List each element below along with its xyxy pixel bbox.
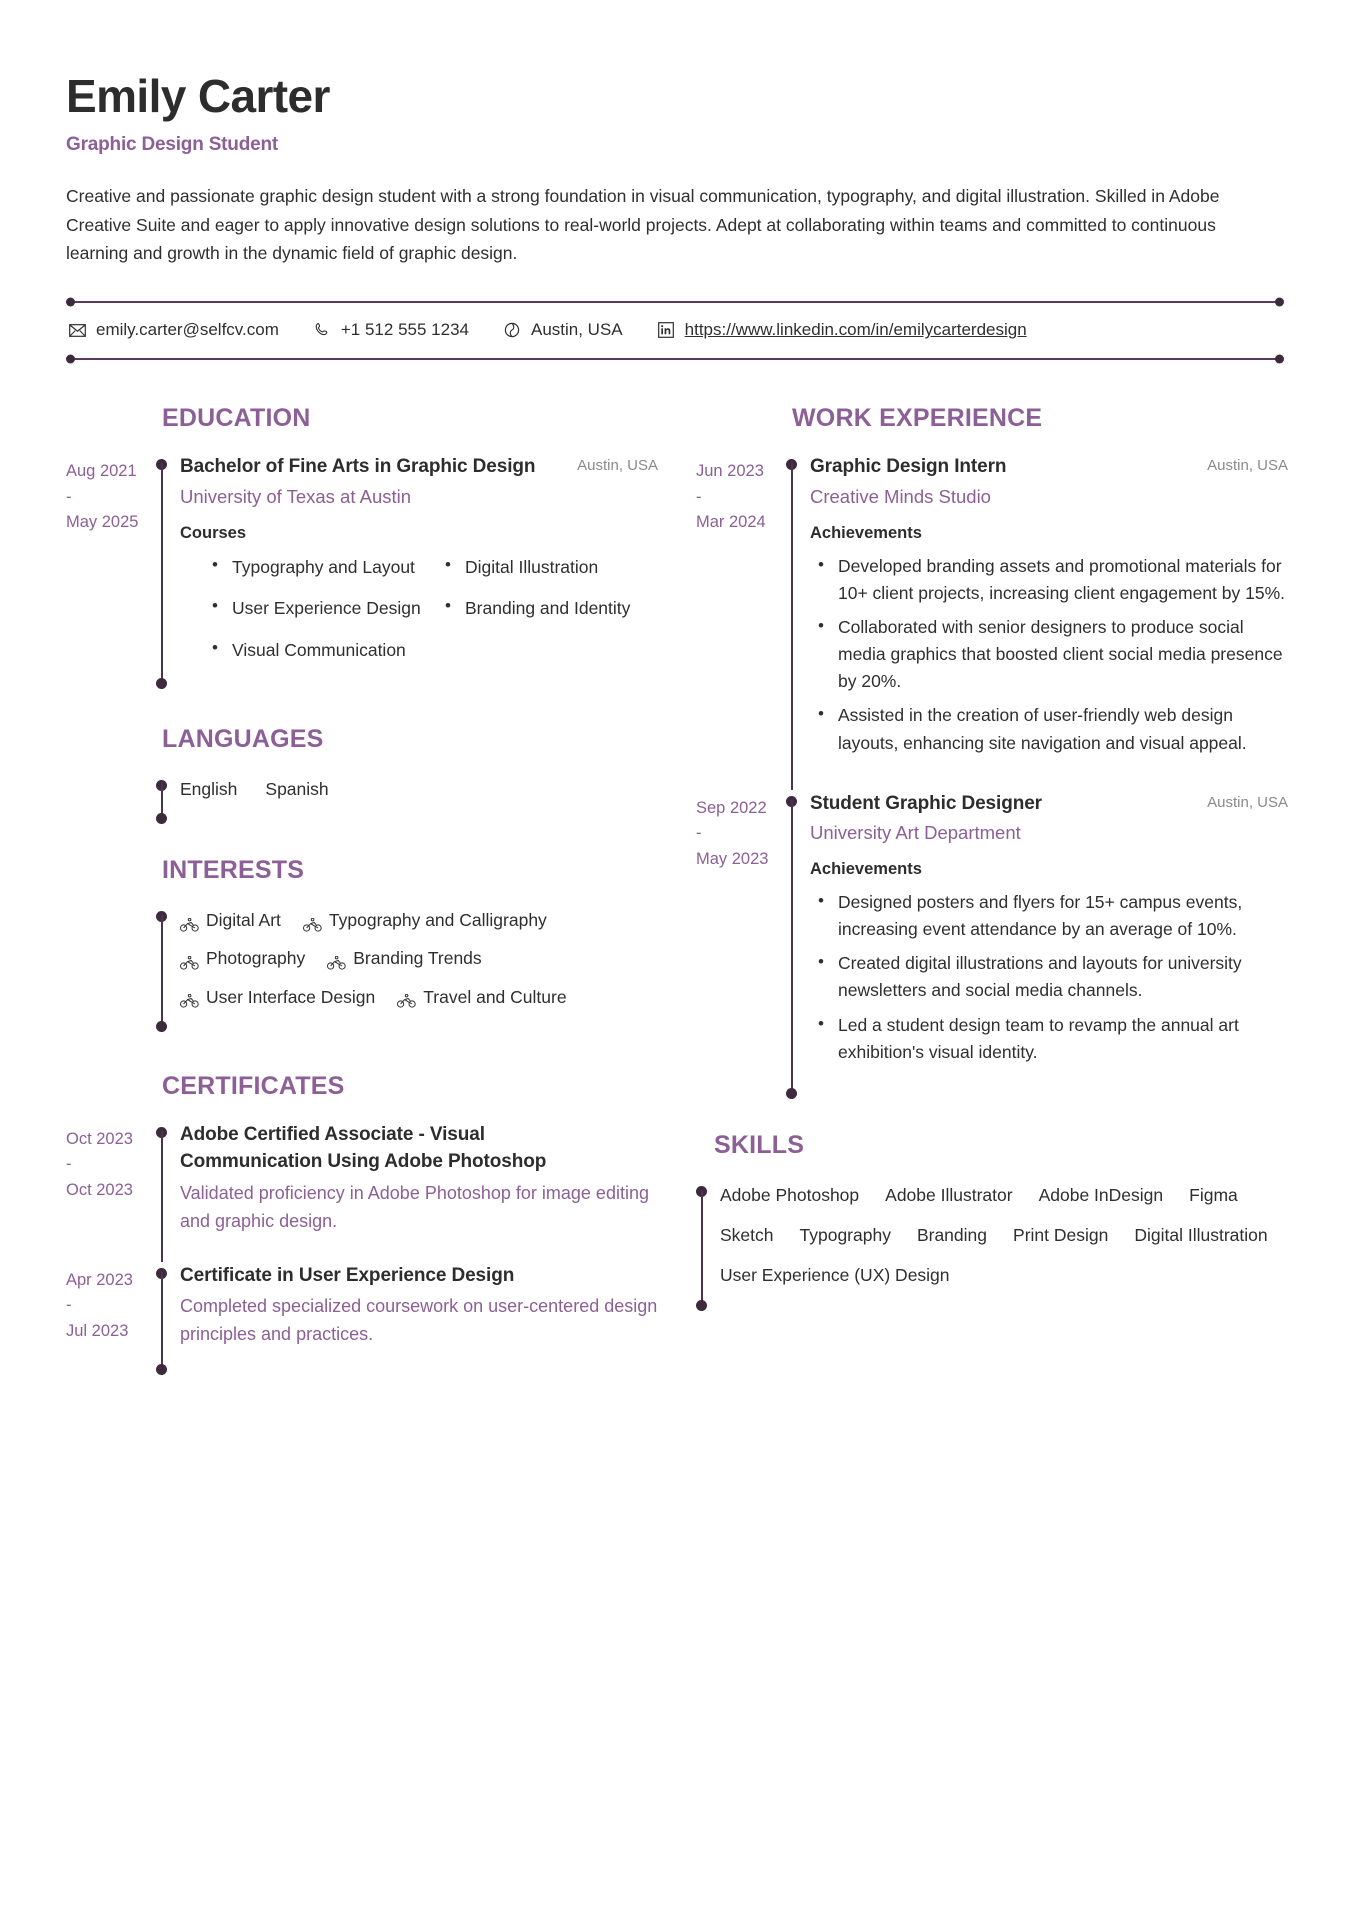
certificate-title: Certificate in User Experience Design (180, 1264, 515, 1286)
course-item: • Visual Communication (208, 638, 425, 663)
certificate-title: Adobe Certified Associate - Visual Communication Using Adobe Photoshop (180, 1123, 547, 1173)
work-date-dash: - (696, 487, 702, 506)
work-body (810, 453, 1288, 789)
interest-item (397, 984, 566, 1010)
education-date-dash: - (66, 487, 72, 506)
certificate-body (180, 1262, 658, 1375)
skill-item: Adobe Illustrator (885, 1184, 1013, 1205)
achievement-item: • Assisted in the creation of user-friendly web design layouts, enhancing site navigation and visual appeal. (810, 702, 1288, 756)
section-title-interests: INTERESTS (162, 856, 305, 885)
section-interests (66, 856, 658, 1032)
work-date-start: Sep 2022 (696, 798, 767, 817)
work-date (696, 453, 780, 789)
work-location: Austin, USA (1207, 793, 1288, 811)
interests-body (180, 905, 658, 1032)
contact-row (66, 303, 1284, 358)
section-title-languages: LANGUAGES (162, 724, 324, 753)
work-date (696, 790, 780, 1099)
achievement-item: • Led a student design team to revamp the annual art exhibition's visual identity. (810, 1012, 1288, 1066)
interest-label: User Interface Design (206, 986, 376, 1007)
bicycle-icon (180, 951, 199, 966)
interests-timeline-rail (156, 905, 168, 1032)
timeline-dot-bottom (696, 1300, 707, 1311)
timeline-dot-bottom (156, 1021, 167, 1032)
linkedin-icon (657, 321, 676, 340)
certificate-date (66, 1121, 150, 1262)
skill-item: Adobe InDesign (1038, 1184, 1164, 1205)
languages-timeline-rail (156, 774, 168, 824)
achievement-item: • Created digital illustrations and layouts for university newsletters and social media channels. (810, 950, 1288, 1004)
skills-entry (696, 1180, 1288, 1311)
education-date (66, 453, 150, 689)
interest-item (327, 945, 481, 971)
work-job-title: Student Graphic Designer (810, 792, 1042, 814)
interest-label: Branding Trends (353, 948, 482, 969)
education-courses-label: Courses (180, 523, 247, 542)
interest-label: Photography (206, 948, 306, 969)
timeline-dot-bottom (156, 1364, 167, 1375)
contact-linkedin[interactable] (657, 320, 1027, 340)
certificate-date-dash: - (66, 1155, 72, 1174)
work-company: University Art Department (810, 822, 1021, 844)
phone-icon (313, 321, 332, 340)
work-achievements-list (810, 889, 1288, 1066)
timeline-line (161, 915, 163, 1032)
timeline-line (161, 1131, 163, 1262)
course-item: • Typography and Layout (208, 555, 425, 580)
skill-item: Digital Illustration (1134, 1225, 1268, 1246)
certificate-entry (66, 1121, 658, 1262)
work-location: Austin, USA (1207, 457, 1288, 475)
work-job-title: Graphic Design Intern (810, 456, 1007, 478)
section-certificates (66, 1072, 658, 1375)
language-item: English (180, 778, 238, 799)
education-timeline-rail (156, 453, 168, 689)
timeline-line (701, 1190, 703, 1311)
interest-item (303, 907, 547, 933)
resume-header (66, 72, 1284, 267)
timeline-line (161, 463, 163, 689)
work-achievements-label: Achievements (810, 523, 922, 542)
contact-phone[interactable] (313, 320, 469, 340)
course-item: • Digital Illustration (441, 555, 658, 580)
interest-label: Digital Art (206, 910, 281, 931)
work-date-end: May 2023 (696, 849, 769, 868)
skills-body (720, 1180, 1288, 1311)
section-languages (66, 725, 658, 824)
work-achievements-list (810, 553, 1288, 757)
work-company: Creative Minds Studio (810, 485, 991, 507)
skills-timeline-rail (696, 1180, 708, 1311)
left-column (66, 404, 658, 1381)
education-courses-list (180, 555, 658, 663)
section-skills (696, 1131, 1288, 1311)
education-location: Austin, USA (577, 457, 658, 475)
interest-item (180, 984, 375, 1010)
contact-email-text: emily.carter@selfcv.com (96, 320, 279, 340)
languages-body (180, 774, 658, 824)
work-timeline-rail (786, 453, 798, 789)
skill-item: Figma (1189, 1184, 1238, 1205)
achievement-item: • Developed branding assets and promotional materials for 10+ client projects, increasing client engagement by 15%. (810, 553, 1288, 607)
languages-entry (66, 774, 658, 824)
education-degree: Bachelor of Fine Arts in Graphic Design (180, 456, 536, 478)
education-school: University of Texas at Austin (180, 485, 412, 507)
bicycle-icon (180, 913, 199, 928)
timeline-line (791, 800, 793, 1099)
education-entry (66, 453, 658, 689)
work-head (810, 453, 1288, 481)
globe-pin-icon (503, 321, 522, 340)
interests-entry (66, 905, 658, 1032)
certificate-description: Completed specialized coursework on user-centered design principles and practices. (180, 1296, 658, 1345)
bicycle-icon (397, 989, 416, 1004)
contact-rule-top (72, 301, 1278, 303)
contact-location (503, 320, 623, 340)
contact-location-text: Austin, USA (530, 320, 623, 340)
work-date-end: Mar 2024 (696, 513, 766, 532)
timeline-line (791, 463, 793, 789)
certificate-description: Validated proficiency in Adobe Photoshop for image editing and graphic design. (180, 1182, 649, 1231)
bicycle-icon (327, 951, 346, 966)
section-work-experience (696, 404, 1288, 1099)
work-body (810, 790, 1288, 1099)
certificate-body (180, 1121, 658, 1262)
skill-item: Sketch (720, 1225, 774, 1246)
right-column (696, 404, 1288, 1316)
work-entry (696, 453, 1288, 789)
section-title-certificates: CERTIFICATES (162, 1071, 345, 1100)
skill-item: Adobe Photoshop (720, 1184, 860, 1205)
certificate-date-start: Oct 2023 (66, 1129, 133, 1148)
section-title-skills: SKILLS (714, 1130, 805, 1159)
candidate-role: Graphic Design Student (66, 134, 279, 156)
section-title-education: EDUCATION (162, 404, 311, 433)
certificate-date-dash: - (66, 1296, 72, 1315)
timeline-line (161, 1272, 163, 1375)
work-entry (696, 790, 1288, 1099)
education-head (180, 453, 658, 481)
certificate-date-start: Apr 2023 (66, 1270, 133, 1289)
timeline-dot-bottom (786, 1088, 797, 1099)
achievement-item: • Designed posters and flyers for 15+ campus events, increasing event attendance by an average of 10%. (810, 889, 1288, 943)
skill-item: Branding (916, 1225, 988, 1246)
skill-item: Typography (799, 1225, 891, 1246)
timeline-dot-bottom (156, 678, 167, 689)
candidate-summary: Creative and passionate graphic design student with a strong foundation in visual communication, typography, and digital illustration. Skilled in Adobe Creative Suite and eager to apply innovative design solutions to real-world projects. Adept at collaborating within teams and committed to continuous learning and growth in the dynamic field of graphic design. (66, 186, 1220, 263)
certificate-entry (66, 1262, 658, 1375)
certificate-date-end: Jul 2023 (66, 1321, 129, 1340)
certificate-date (66, 1262, 150, 1375)
course-item: • User Experience Design (208, 596, 425, 621)
work-date-dash: - (696, 824, 702, 843)
skill-item: Print Design (1013, 1225, 1109, 1246)
interest-label: Typography and Calligraphy (328, 910, 547, 931)
section-education (66, 404, 658, 689)
work-achievements-label: Achievements (810, 860, 922, 879)
education-date-start: Aug 2021 (66, 462, 137, 481)
skill-item: User Experience (UX) Design (720, 1265, 950, 1286)
certificate-timeline-rail (156, 1121, 168, 1262)
interests-spacer (66, 905, 150, 1032)
envelope-icon (68, 321, 87, 340)
contact-linkedin-text: https://www.linkedin.com/in/emilycarterdesign (684, 320, 1027, 340)
contact-bar (66, 301, 1284, 360)
candidate-name: Emily Carter (66, 70, 330, 122)
contact-rule-bottom (72, 358, 1278, 360)
bicycle-icon (180, 989, 199, 1004)
work-head (810, 790, 1288, 818)
languages-spacer (66, 774, 150, 824)
timeline-line (161, 782, 163, 816)
education-body (180, 453, 658, 689)
languages-list (180, 776, 658, 802)
skills-list (720, 1182, 1288, 1289)
bicycle-icon (303, 913, 322, 928)
section-title-work-experience: WORK EXPERIENCE (792, 404, 1043, 433)
achievement-item: • Collaborated with senior designers to produce social media graphics that boosted client social media presence by 20%. (810, 614, 1288, 695)
education-date-end: May 2025 (66, 513, 139, 532)
contact-phone-text: +1 512 555 1234 (340, 320, 469, 340)
resume-body (66, 404, 1288, 1381)
work-timeline-rail (786, 790, 798, 1099)
interest-label: Travel and Culture (423, 986, 567, 1007)
interest-item (180, 945, 305, 971)
language-item: Spanish (265, 778, 329, 799)
interests-list (180, 907, 658, 1010)
work-date-start: Jun 2023 (696, 462, 764, 481)
contact-email[interactable] (68, 320, 279, 340)
timeline-dot-bottom (156, 813, 167, 824)
interest-item (180, 907, 281, 933)
certificate-timeline-rail (156, 1262, 168, 1375)
course-item: • Branding and Identity (441, 596, 658, 621)
certificate-date-end: Oct 2023 (66, 1181, 133, 1200)
